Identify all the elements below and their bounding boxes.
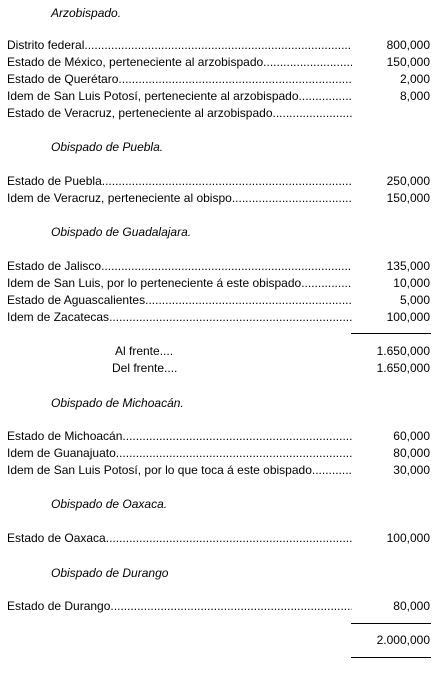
row-label: Idem de Veracruz, perteneciente al obispo .....	[7, 191, 352, 205]
table-row	[7, 106, 430, 122]
row-value: 10,000	[393, 276, 430, 290]
section-heading-puebla: Obispado de Puebla.	[51, 140, 164, 154]
grand-total-row	[7, 633, 430, 649]
carry-forward-label: Al frente....	[115, 344, 174, 358]
table-row	[7, 55, 430, 71]
table-row	[7, 38, 430, 54]
table-row	[7, 259, 430, 275]
row-value: 30,000	[393, 463, 430, 477]
table-row	[7, 276, 430, 292]
section-heading-arzobispado: Arzobispado.	[51, 6, 122, 20]
row-value: 60,000	[393, 429, 430, 443]
row-value: 8,000	[399, 89, 430, 103]
row-label: Idem de San Luis Potosí, perteneciente al arzobispado .....	[7, 89, 352, 103]
row-value: 800,000	[386, 38, 430, 52]
row-label: Estado de Puebla .....	[7, 174, 352, 188]
carry-forward-value: 1.650,000	[376, 344, 430, 358]
row-label: Estado de Veracruz, perteneciente al arzobispado .....	[7, 106, 352, 120]
row-label: Idem de San Luis, por lo perteneciente á este obispado .....	[7, 276, 352, 290]
table-row	[7, 293, 430, 309]
subtotal-rule	[351, 333, 431, 334]
row-label: Idem de San Luis Potosí, por lo que toca á este obispado .....	[7, 463, 352, 477]
table-row	[7, 310, 430, 326]
carry-forward-row	[7, 344, 430, 360]
section-heading-oaxaca: Obispado de Oaxaca.	[51, 497, 168, 511]
total-rule-top	[351, 623, 431, 624]
row-value: 100,000	[386, 531, 430, 545]
row-label: Idem de Zacatecas .....	[7, 310, 352, 324]
row-label: Estado de México, perteneciente al arzobispado .....	[7, 55, 352, 69]
table-row	[7, 531, 430, 547]
brought-forward-row	[7, 361, 430, 377]
row-label: Estado de Jalisco .....	[7, 259, 352, 273]
table-row	[7, 174, 430, 190]
table-row	[7, 463, 430, 479]
row-label: Estado de Aguascalientes .....	[7, 293, 352, 307]
row-value: 150,000	[386, 191, 430, 205]
brought-forward-value: 1.650,000	[376, 361, 430, 375]
brought-forward-label: Del frente....	[112, 361, 178, 375]
section-heading-guadalajara: Obispado de Guadalajara.	[51, 225, 192, 239]
row-value: 135,000	[386, 259, 430, 273]
row-value: 80,000	[393, 446, 430, 460]
total-rule-bottom	[351, 657, 431, 658]
table-row	[7, 191, 430, 207]
table-row	[7, 599, 430, 615]
grand-total-value: 2.000,000	[376, 633, 430, 647]
row-label: Estado de Durango .....	[7, 599, 352, 613]
section-heading-durango: Obispado de Durango	[51, 566, 169, 580]
row-value: 150,000	[386, 55, 430, 69]
row-value: 2,000	[399, 72, 430, 86]
row-value: 5,000	[399, 293, 430, 307]
row-label: Estado de Querétaro .....	[7, 72, 352, 86]
section-heading-michoacan: Obispado de Michoacán.	[51, 396, 184, 410]
row-value: 80,000	[393, 599, 430, 613]
row-label: Distrito federal .....	[7, 38, 352, 52]
row-value: 100,000	[386, 310, 430, 324]
table-row	[7, 429, 430, 445]
row-label: Idem de Guanajuato .....	[7, 446, 352, 460]
row-value: 250,000	[386, 174, 430, 188]
table-row	[7, 89, 430, 105]
table-row	[7, 446, 430, 462]
table-row	[7, 72, 430, 88]
row-label: Estado de Oaxaca .....	[7, 531, 352, 545]
row-label: Estado de Michoacán .....	[7, 429, 352, 443]
